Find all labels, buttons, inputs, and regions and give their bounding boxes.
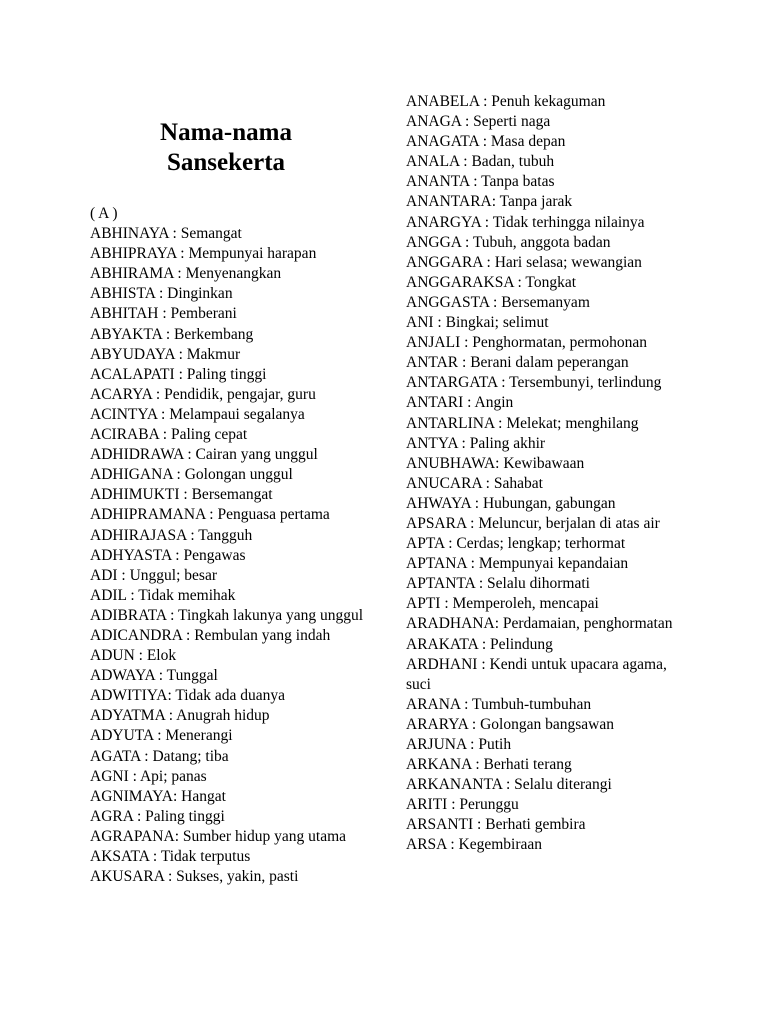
name-entry: ANGGA : Tubuh, anggota badan [406,233,611,251]
name-entry: ANI : Bingkai; selimut [406,314,549,332]
name-entry: ANAGA : Seperti naga [406,113,551,131]
name-entry: AGRA : Paling tinggi [90,807,225,825]
name-entry: ANGGASTA : Bersemanyam [406,293,590,311]
name-entry: ADHIPRAMANA : Penguasa pertama [90,506,330,524]
name-entry: ADHIDRAWA : Cairan yang unggul [90,446,318,464]
page-title [90,118,362,178]
name-entry: ABYUDAYA : Makmur [90,345,241,363]
name-entry: ANGGARAKSA : Tongkat [406,273,577,291]
name-entry: ABHINAYA : Semangat [90,225,242,243]
name-entry: ARJUNA : Putih [406,736,512,753]
name-entry: ADUN : Elok [90,647,177,665]
name-entry: ARAKATA : Pelindung [406,635,553,653]
name-entry: ACINTYA : Melampaui segalanya [90,405,305,423]
name-entry: ADICANDRA : Rembulan yang indah [90,626,331,644]
name-entry: APTANA : Mempunyai kepandaian [406,555,629,573]
section-header: ( A ) [90,205,118,222]
name-entry: ABYAKTA : Berkembang [90,325,254,343]
name-entry: ADIL : Tidak memihak [90,586,236,604]
name-entry: APTA : Cerdas; lengkap; terhormat [406,535,626,553]
name-entry: ANTARI : Angin [406,394,514,412]
name-entry: ANABELA : Penuh kekaguman [406,93,606,110]
name-entry: ADHIMUKTI : Bersemangat [90,486,273,504]
title-line-1: Nama-nama [160,119,292,146]
name-entry: ADWITIYA: Tidak ada duanya [90,687,286,705]
name-entry: ACIRABA : Paling cepat [90,426,248,444]
name-entry: ARANA : Tumbuh-tumbuhan [406,695,592,713]
name-entry: ARDHANI : Kendi untuk upacara agama, suci [406,655,667,693]
name-entry: ADYUTA : Menerangi [90,727,233,745]
name-entry: AGATA : Datang; tiba [90,747,229,765]
name-entry: ANTARLINA : Melekat; menghilang [406,414,639,432]
left-column [90,204,376,887]
name-entry: ARARYA : Golongan bangsawan [406,715,614,733]
name-entry: ARADHANA: Perdamaian, penghormatan [406,615,673,633]
name-entry: ADHIRAJASA : Tangguh [90,526,253,544]
name-entry: AKSATA : Tidak terputus [90,848,251,865]
name-entry: ABHISTA : Dinginkan [90,285,233,303]
name-entry: ADHYASTA : Pengawas [90,546,246,564]
name-entry: ANTARGATA : Tersembunyi, terlindung [406,374,662,392]
title-line-2: Sansekerta [166,149,286,176]
right-column [406,92,688,856]
name-entry: AHWAYA : Hubungan, gabungan [406,494,616,512]
name-entry: ADI : Unggul; besar [90,566,217,584]
name-entry: ANALA : Badan, tubuh [406,153,555,171]
left-entry-list [90,224,376,887]
name-entry: AGRAPANA: Sumber hidup yang utama [90,827,347,845]
name-entry: ANAGATA : Masa depan [406,133,566,151]
name-entry: AGNIMAYA: Hangat [90,787,226,805]
name-entry: ABHIRAMA : Menyenangkan [90,265,282,283]
name-entry: ADYATMA : Anugrah hidup [90,707,270,725]
name-entry: ACARYA : Pendidik, pengajar, guru [90,385,316,403]
name-entry: ANTYA : Paling akhir [406,434,546,452]
name-entry: ACALAPATI : Paling tinggi [90,365,267,383]
name-entry: AKUSARA : Sukses, yakin, pasti [90,868,299,886]
name-entry: ANUCARA : Sahabat [406,474,543,492]
name-entry: ANANTA : Tanpa batas [406,173,555,191]
name-entry: ADWAYA : Tunggal [90,667,218,685]
name-entry: ARSA : Kegembiraan [406,836,543,854]
name-entry: ANARGYA : Tidak terhingga nilainya [406,213,645,231]
name-entry: ANUBHAWA: Kewibawaan [406,454,585,472]
name-entry: ADIBRATA : Tingkah lakunya yang unggul [90,606,364,624]
name-entry: ANGGARA : Hari selasa; wewangian [406,253,642,271]
name-entry: ADHIGANA : Golongan unggul [90,466,293,484]
name-entry: ARITI : Perunggu [406,796,519,814]
right-entry-list [406,92,688,856]
name-entry: ARSANTI : Berhati gembira [406,816,586,834]
name-entry: APTI : Memperoleh, mencapai [406,595,599,613]
name-entry: APSARA : Meluncur, berjalan di atas air [406,514,660,532]
name-entry: AGNI : Api; panas [90,767,207,785]
name-entry: APTANTA : Selalu dihormati [406,575,590,593]
name-entry: ANANTARA: Tanpa jarak [406,193,573,211]
name-entry: ARKANA : Berhati terang [406,756,572,774]
name-entry: ANTAR : Berani dalam peperangan [406,354,629,372]
name-entry: ARKANANTA : Selalu diterangi [406,776,612,794]
name-entry: ABHITAH : Pemberani [90,305,237,323]
name-entry: ABHIPRAYA : Mempunyai harapan [90,245,317,263]
name-entry: ANJALI : Penghormatan, permohonan [406,334,648,352]
